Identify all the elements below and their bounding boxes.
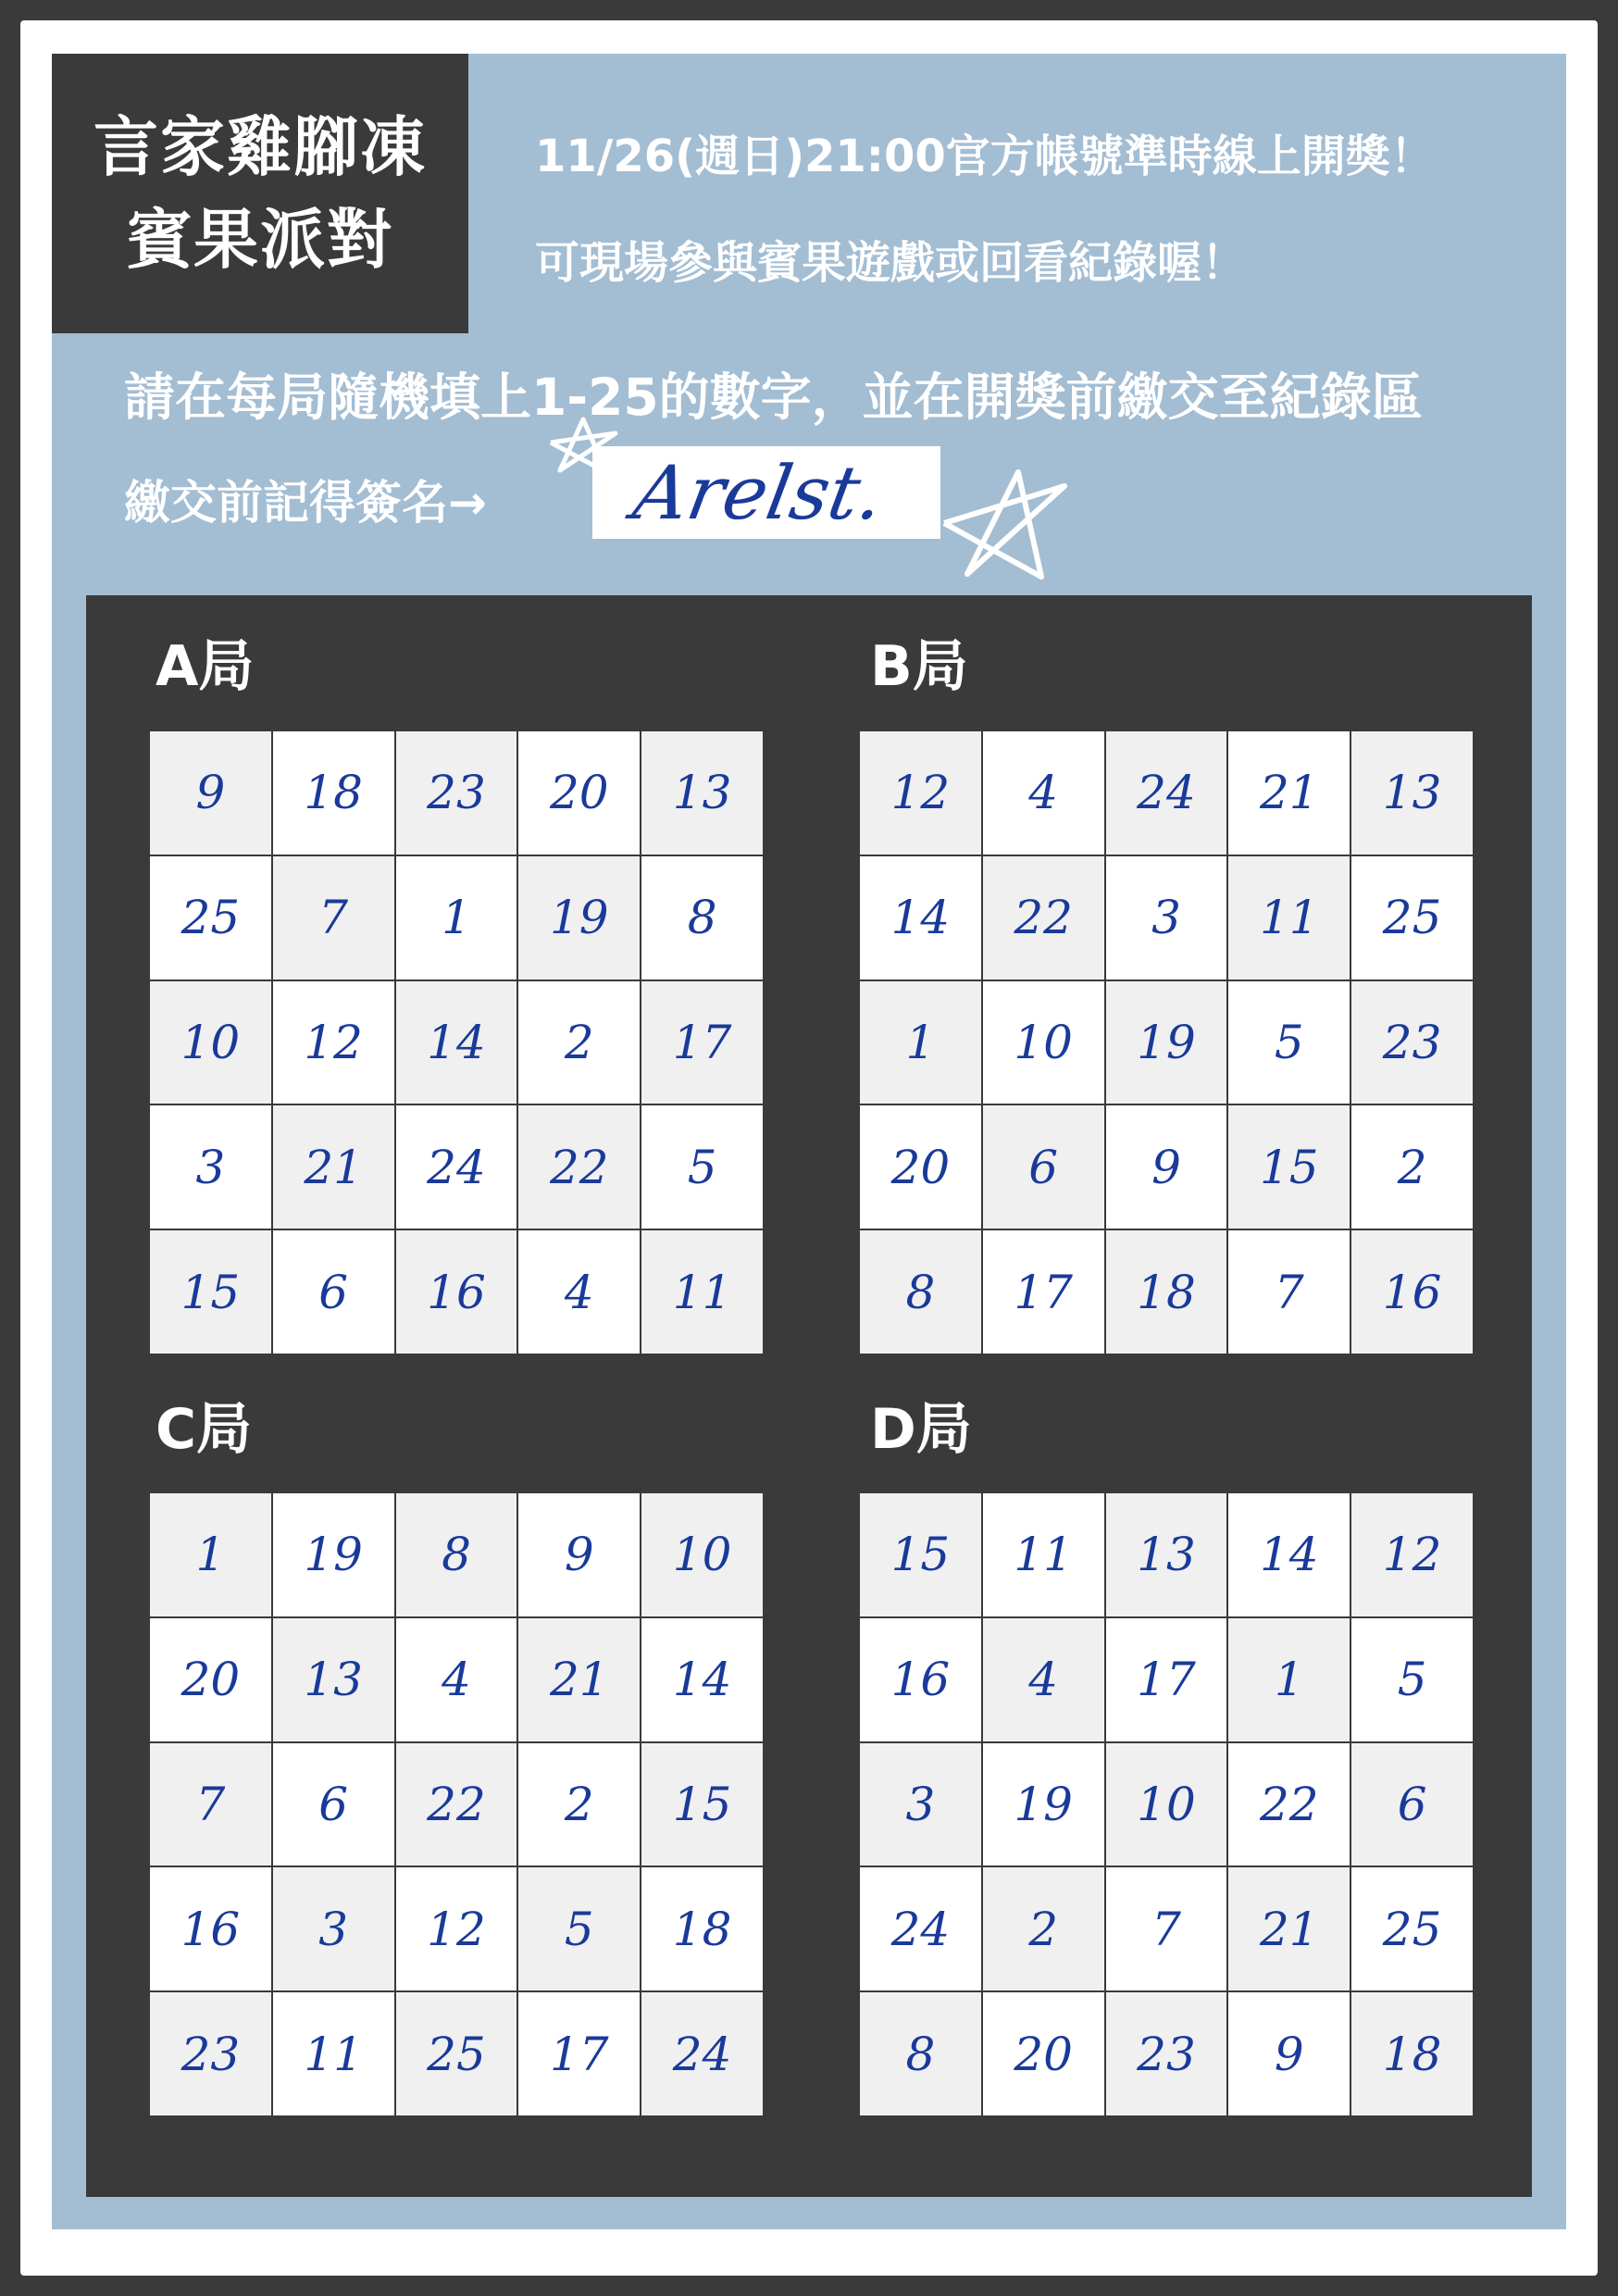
bingo-cell[interactable]: 22: [1228, 1743, 1350, 1866]
bingo-cell[interactable]: 14: [860, 856, 981, 980]
bingo-cell[interactable]: 13: [273, 1618, 394, 1741]
bingo-cell[interactable]: 17: [983, 1230, 1104, 1354]
bingo-grid-b: [858, 730, 1475, 1355]
bingo-cell[interactable]: 18: [1351, 1992, 1473, 2115]
bingo-cell[interactable]: 2: [1351, 1105, 1473, 1229]
bingo-cell[interactable]: 4: [983, 731, 1104, 855]
bingo-cell[interactable]: 14: [1228, 1493, 1350, 1616]
bingo-cell[interactable]: 9: [150, 731, 271, 855]
bingo-cell[interactable]: 16: [396, 1230, 517, 1354]
bingo-cell[interactable]: 15: [641, 1743, 763, 1866]
bingo-cell[interactable]: 6: [983, 1105, 1104, 1229]
bingo-cell[interactable]: 22: [518, 1105, 640, 1229]
bingo-cell[interactable]: 4: [983, 1618, 1104, 1741]
bingo-cell[interactable]: 7: [150, 1743, 271, 1866]
bingo-cell[interactable]: 12: [396, 1867, 517, 1990]
bingo-cell[interactable]: 16: [150, 1867, 271, 1990]
bingo-cell[interactable]: 25: [150, 856, 271, 980]
bingo-cell[interactable]: 19: [1106, 981, 1227, 1104]
bingo-cell[interactable]: 6: [1351, 1743, 1473, 1866]
bingo-cell[interactable]: 15: [1228, 1105, 1350, 1229]
bingo-cell[interactable]: 24: [396, 1105, 517, 1229]
bingo-cell[interactable]: 5: [518, 1867, 640, 1990]
bingo-cell[interactable]: 22: [983, 856, 1104, 980]
bingo-cell[interactable]: 19: [273, 1493, 394, 1616]
bingo-cell[interactable]: 17: [518, 1992, 640, 2115]
bingo-cell[interactable]: 10: [983, 981, 1104, 1104]
bingo-cell[interactable]: 6: [273, 1743, 394, 1866]
bingo-cell[interactable]: 24: [1106, 731, 1227, 855]
bingo-cell[interactable]: 12: [1351, 1493, 1473, 1616]
bingo-cell[interactable]: 10: [1106, 1743, 1227, 1866]
title-line-1: 言家雞腳凍: [93, 109, 427, 185]
bingo-cell[interactable]: 21: [1228, 1867, 1350, 1990]
bingo-cell[interactable]: 1: [1228, 1618, 1350, 1741]
bingo-cell[interactable]: 20: [860, 1105, 981, 1229]
bingo-cell[interactable]: 19: [518, 856, 640, 980]
bingo-cell[interactable]: 14: [396, 981, 517, 1104]
bingo-cell[interactable]: 9: [1106, 1105, 1227, 1229]
bingo-cell[interactable]: 3: [273, 1867, 394, 1990]
round-label-d: D局: [870, 1397, 972, 1462]
bingo-cell[interactable]: 11: [983, 1493, 1104, 1616]
bingo-cell[interactable]: 4: [518, 1230, 640, 1354]
bingo-cell[interactable]: 3: [150, 1105, 271, 1229]
bingo-cell[interactable]: 23: [1351, 981, 1473, 1104]
bingo-cell[interactable]: 11: [1228, 856, 1350, 980]
bingo-cell[interactable]: 23: [1106, 1992, 1227, 2115]
bingo-cell[interactable]: 21: [273, 1105, 394, 1229]
bingo-cell[interactable]: 12: [273, 981, 394, 1104]
small-star-icon: [541, 415, 625, 480]
large-star-icon: [935, 468, 1074, 583]
bingo-cell[interactable]: 11: [641, 1230, 763, 1354]
bingo-cell[interactable]: 18: [641, 1867, 763, 1990]
bingo-cell[interactable]: 1: [150, 1493, 271, 1616]
bingo-cell[interactable]: 14: [641, 1618, 763, 1741]
bingo-cell[interactable]: 5: [1351, 1618, 1473, 1741]
bingo-cell[interactable]: 7: [1106, 1867, 1227, 1990]
bingo-cell[interactable]: 13: [1351, 731, 1473, 855]
bingo-cell[interactable]: 2: [518, 981, 640, 1104]
bingo-cell[interactable]: 7: [1228, 1230, 1350, 1354]
bingo-cell[interactable]: 3: [1106, 856, 1227, 980]
bingo-cell[interactable]: 16: [860, 1618, 981, 1741]
bingo-cell[interactable]: 9: [1228, 1992, 1350, 2115]
round-label-b: B局: [870, 634, 968, 699]
bingo-cell[interactable]: 24: [641, 1992, 763, 2115]
bingo-cell[interactable]: 21: [518, 1618, 640, 1741]
bingo-cell[interactable]: 1: [860, 981, 981, 1104]
bingo-cell[interactable]: 21: [1228, 731, 1350, 855]
bingo-cell[interactable]: 12: [860, 731, 981, 855]
bingo-cell[interactable]: 2: [983, 1867, 1104, 1990]
bingo-cell[interactable]: 25: [1351, 856, 1473, 980]
instruction-line-1: 請在每局隨機填上1-25的數字，並在開獎前繳交至紀錄區: [124, 368, 1423, 427]
announcement-line-2: 可現場參與賓果遊戲或回看紀錄喔！: [535, 237, 1247, 289]
bingo-cell[interactable]: 9: [518, 1493, 640, 1616]
bingo-cell[interactable]: 6: [273, 1230, 394, 1354]
bingo-cell[interactable]: 23: [396, 731, 517, 855]
bingo-cell[interactable]: 24: [860, 1867, 981, 1990]
bingo-cell[interactable]: 8: [641, 856, 763, 980]
bingo-cell[interactable]: 23: [150, 1992, 271, 2115]
bingo-grid-a: [148, 730, 765, 1355]
bingo-cell[interactable]: 15: [860, 1493, 981, 1616]
round-label-a: A局: [156, 634, 255, 699]
bingo-cell[interactable]: 10: [150, 981, 271, 1104]
bingo-cell[interactable]: 13: [641, 731, 763, 855]
bingo-cell[interactable]: 18: [1106, 1230, 1227, 1354]
bingo-cell[interactable]: 11: [273, 1992, 394, 2115]
bingo-cell[interactable]: 3: [860, 1743, 981, 1866]
bingo-cell[interactable]: 25: [396, 1992, 517, 2115]
bingo-cell[interactable]: 13: [1106, 1493, 1227, 1616]
bingo-cell[interactable]: 1: [396, 856, 517, 980]
bingo-grid-d: [858, 1491, 1475, 2117]
bingo-cell[interactable]: 17: [641, 981, 763, 1104]
bingo-cell[interactable]: 18: [273, 731, 394, 855]
bingo-cell[interactable]: 8: [860, 1992, 981, 2115]
bingo-cell[interactable]: 8: [860, 1230, 981, 1354]
bingo-cell[interactable]: 22: [396, 1743, 517, 1866]
signature: Arelst.: [627, 450, 890, 536]
round-label-c: C局: [156, 1397, 253, 1462]
bingo-cell[interactable]: 16: [1351, 1230, 1473, 1354]
bingo-cell[interactable]: 20: [150, 1618, 271, 1741]
bingo-cell[interactable]: 15: [150, 1230, 271, 1354]
bingo-cell[interactable]: 17: [1106, 1618, 1227, 1741]
bingo-cell[interactable]: 10: [641, 1493, 763, 1616]
instruction-line-2: 繳交前記得簽名→: [124, 476, 487, 530]
announcement-line-1: 11/26(週日)21:00官方帳號準時線上開獎！: [535, 131, 1435, 182]
bingo-cell[interactable]: 19: [983, 1743, 1104, 1866]
bingo-cell[interactable]: 2: [518, 1743, 640, 1866]
bingo-cell[interactable]: 5: [1228, 981, 1350, 1104]
bingo-cell[interactable]: 8: [396, 1493, 517, 1616]
bingo-cell[interactable]: 4: [396, 1618, 517, 1741]
bingo-cell[interactable]: 25: [1351, 1867, 1473, 1990]
bingo-cell[interactable]: 20: [518, 731, 640, 855]
bingo-grid-c: [148, 1491, 765, 2117]
bingo-cell[interactable]: 7: [273, 856, 394, 980]
title-box: [52, 54, 468, 333]
title-line-2: 賓果派對: [127, 202, 393, 278]
bingo-cell[interactable]: 5: [641, 1105, 763, 1229]
bingo-cell[interactable]: 20: [983, 1992, 1104, 2115]
